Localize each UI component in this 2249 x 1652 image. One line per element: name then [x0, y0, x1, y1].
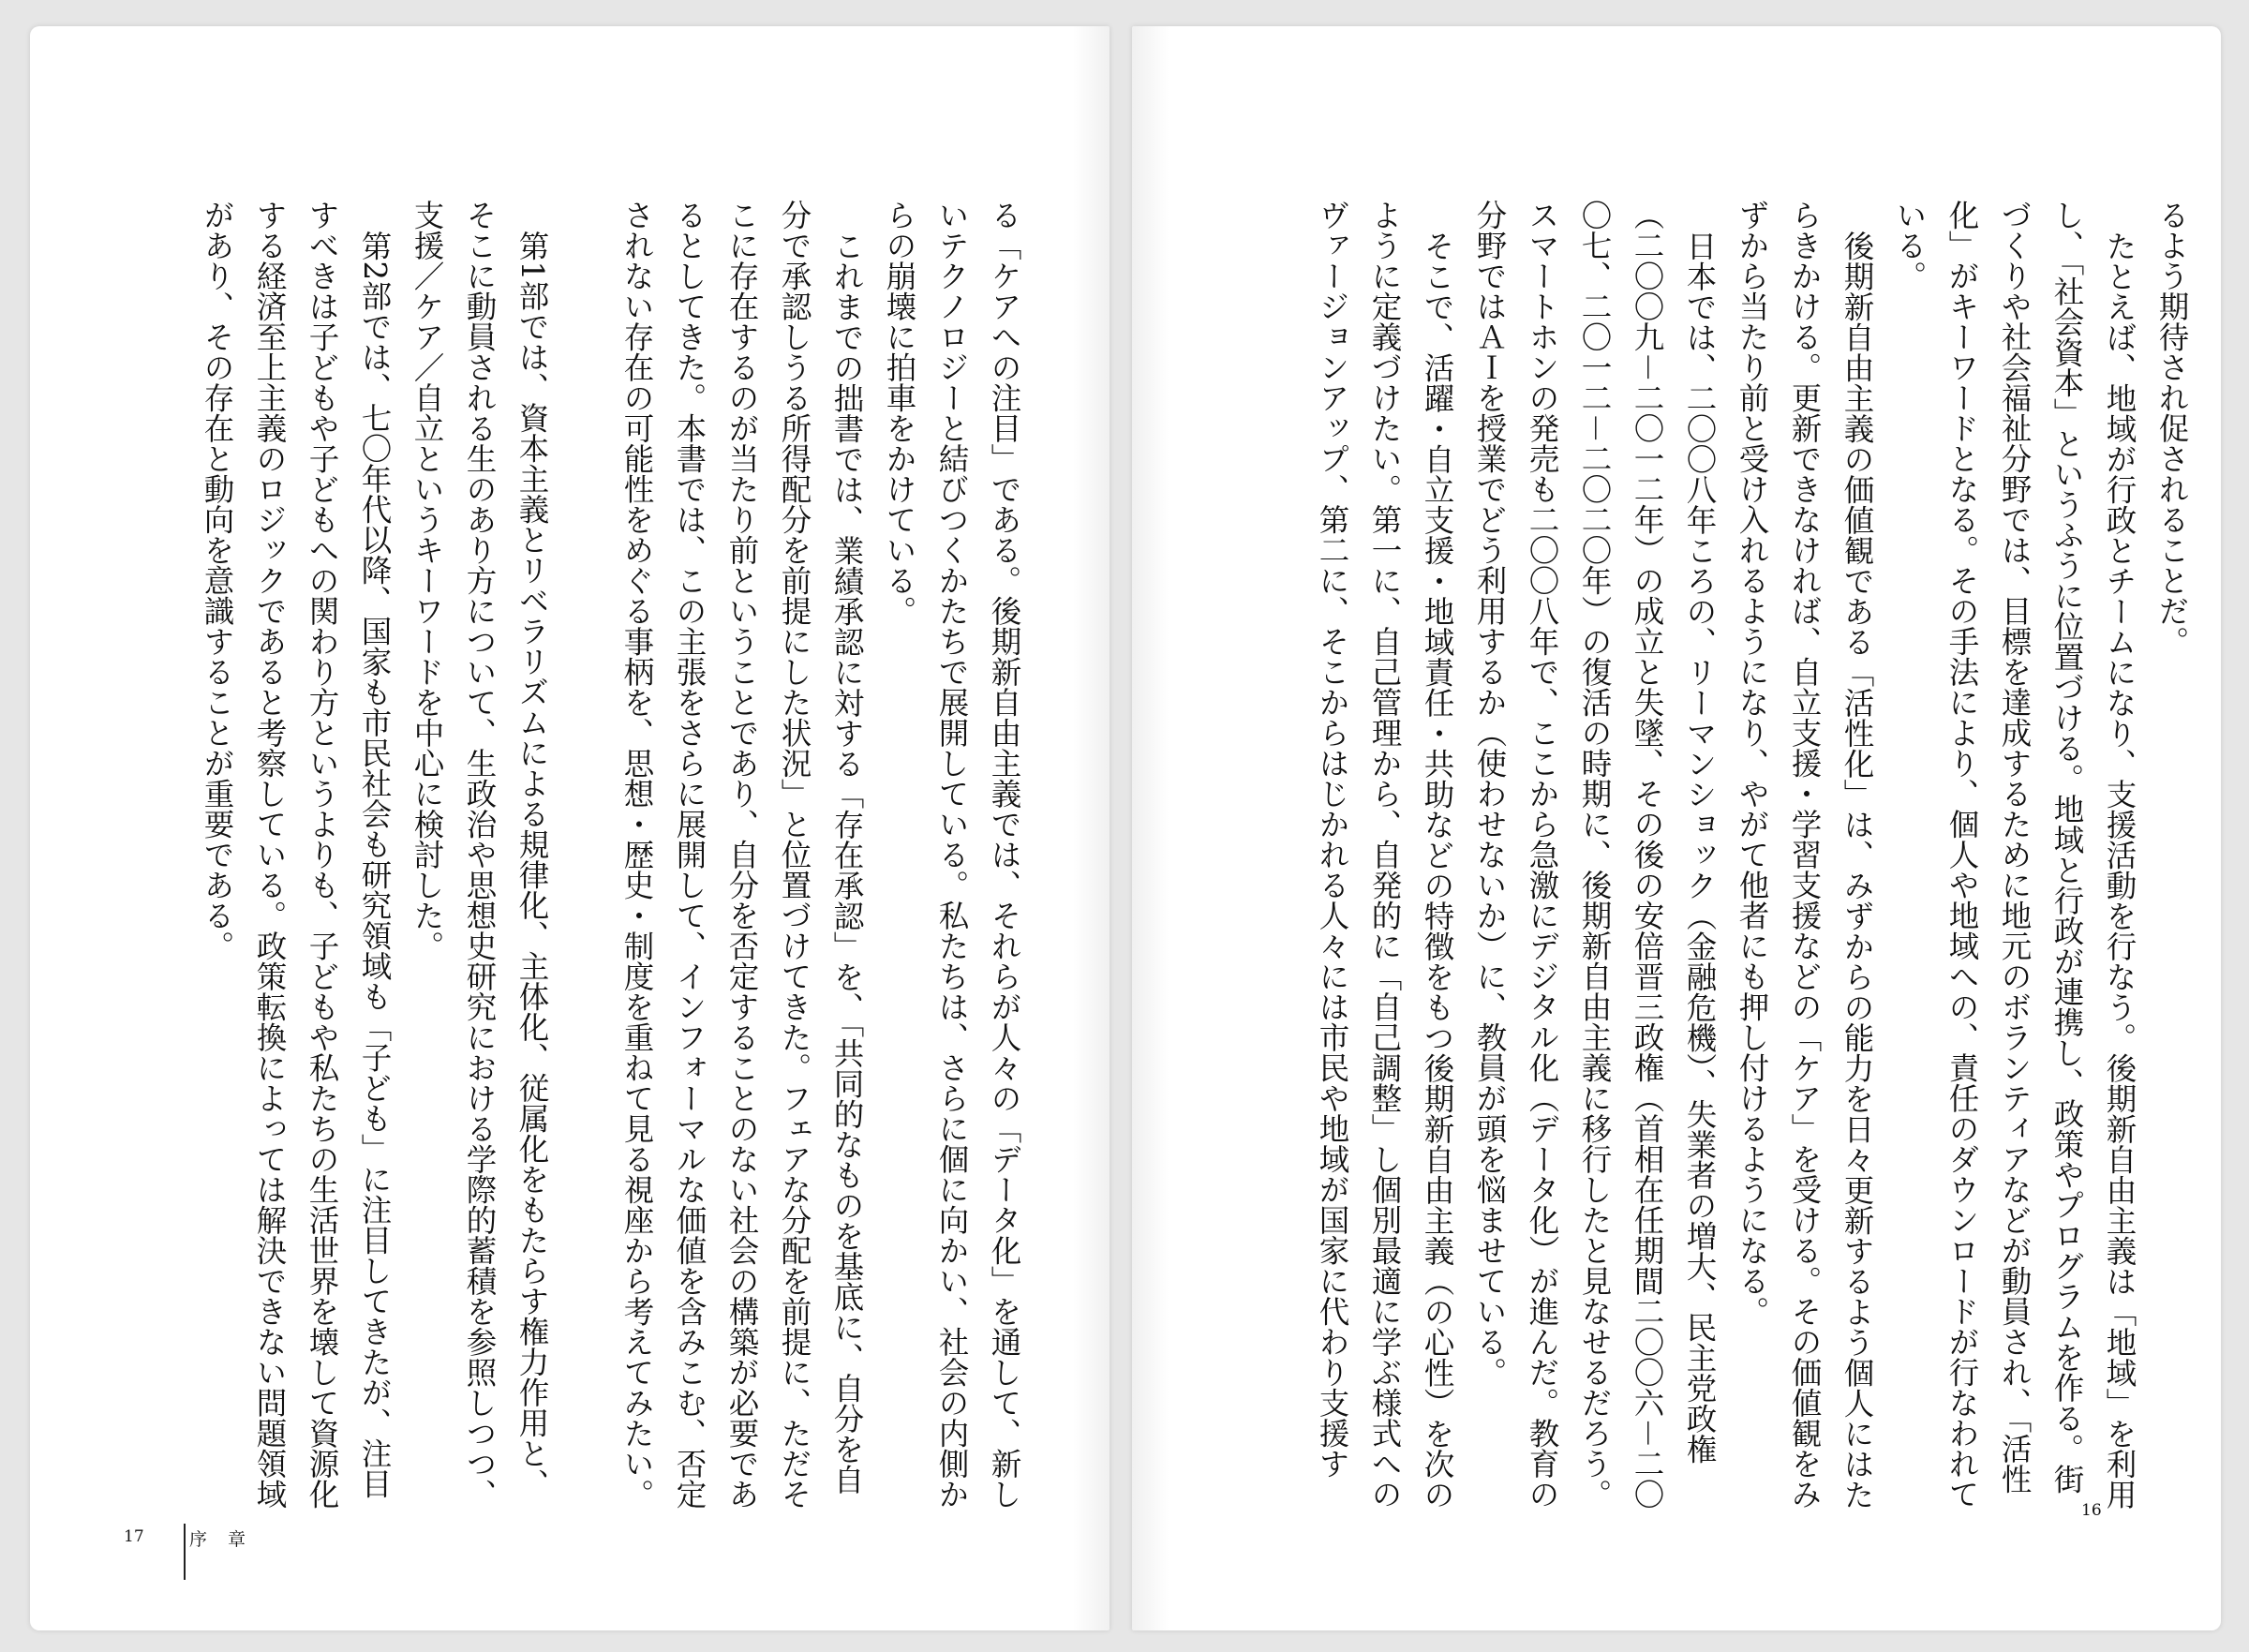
paragraph: る「ケアへの注目」である。後期新自由主義では、それらが人々の「データ化」を通して、新しいテクノロジーと結びつくかたちで展開している。私たちは、さらに個に向かい、社会の内側からの崩壊に拍車をかけている。: [882, 200, 1022, 1510]
running-head: 序 章: [189, 1529, 254, 1550]
paragraph: たとえば、地域が行政とチームになり、支援活動を行なう。後期新自由主義は「地域」を利用し、「社会資本」というふうに位置づける。地域と行政が連携し、政策やプログラムを作る。街づくりや社会福祉分野では、目標を達成するために地元のボランティアなどが動員され、「活性化」がキーワードとなる。その手法により、個人や地域への、責任のダウンロードが行なわれている。: [1892, 200, 2137, 1510]
left-page-body: [131, 200, 1031, 1511]
paragraph: 第2部では、七〇年代以降、国家も市民社会も研究領域も「子ども」に注目してきたが、注目すべきは子どもや子どもへの関わり方というよりも、子どもや私たちの生活世界を壊して資源化する経済至上主義のロジックであると考察している。政策転換によっては解決できない問題領域があり、その存在と動向を意識することが重要である。: [200, 200, 393, 1510]
paragraph: これまでの拙書では、業績承認に対する「存在承認」を、「共同的なものを基底に、自分を自分で承認しうる所得配分を前提にした状況」と位置づけてきた。フェアな分配を前提に、ただそこに存在するのが当たり前ということであり、自分を否定することのない社会の構築が必要であるとしてきた。本書では、この主張をさらに展開して、インフォーマルな価値を含みこむ、否定されない存在の可能性をめぐる事柄を、思想・歴史・制度を重ねて見る視座から考えてみたい。: [619, 200, 865, 1510]
gutter-shadow: [1072, 26, 1110, 1630]
paragraph: そこで、活躍・自立支援・地域責任・共助などの特徴をもつ後期新自由主義（の心性）を次のように定義づけたい。第一に、自己管理から、自発的に「自己調整」し個別最適に学ぶ様式へのヴァージョンアップ、第二に、そこからはじかれる人々には市民や地域が国家に代わり支援す: [1315, 200, 1455, 1510]
right-page-body: [1261, 200, 2198, 1511]
left-page: [30, 26, 1110, 1630]
gutter-shadow: [1132, 26, 1169, 1630]
right-page: [1132, 26, 2221, 1630]
paragraph: 日本では、二〇〇八年ころの、リーマンショック（金融危機）、失業者の増大、民主党政権（二〇〇九－二〇一二年）の成立と失墜、その後の安倍晋三政権（首相在任期間二〇〇六－二〇〇七、二〇一二－二〇二〇年）の復活の時期に、後期新自由主義に移行したと見なせるだろう。スマートホンの発売も二〇〇八年で、ここから急激にデジタル化（データ化）が進んだ。教育の分野ではＡＩを授業でどう利用するか（使わせないか）に、教員が頭を悩ませている。: [1472, 200, 1718, 1510]
paragraph: 後期新自由主義の価値観である「活性化」は、みずからの能力を日々更新するよう個人にはたらきかける。更新できなければ、自立支援・学習支援などの「ケア」を受ける。その価値観をみずから当たり前と受け入れるようになり、やがて他者にも押し付けるようになる。: [1735, 200, 1875, 1510]
paragraph: るよう期待され促されることだ。: [2154, 200, 2190, 657]
paragraph: 第1部では、資本主義とリベラリズムによる規律化、主体化、従属化をもたらす権力作用と、そこに動員される生のあり方について、生政治や思想史研究における学際的蓄積を参照しつつ、支援／ケア／自立というキーワードを中心に検討した。: [410, 200, 550, 1510]
page-number: 17: [124, 1527, 144, 1546]
running-head-rule: [184, 1524, 186, 1580]
page-number: 16: [2081, 1501, 2102, 1520]
